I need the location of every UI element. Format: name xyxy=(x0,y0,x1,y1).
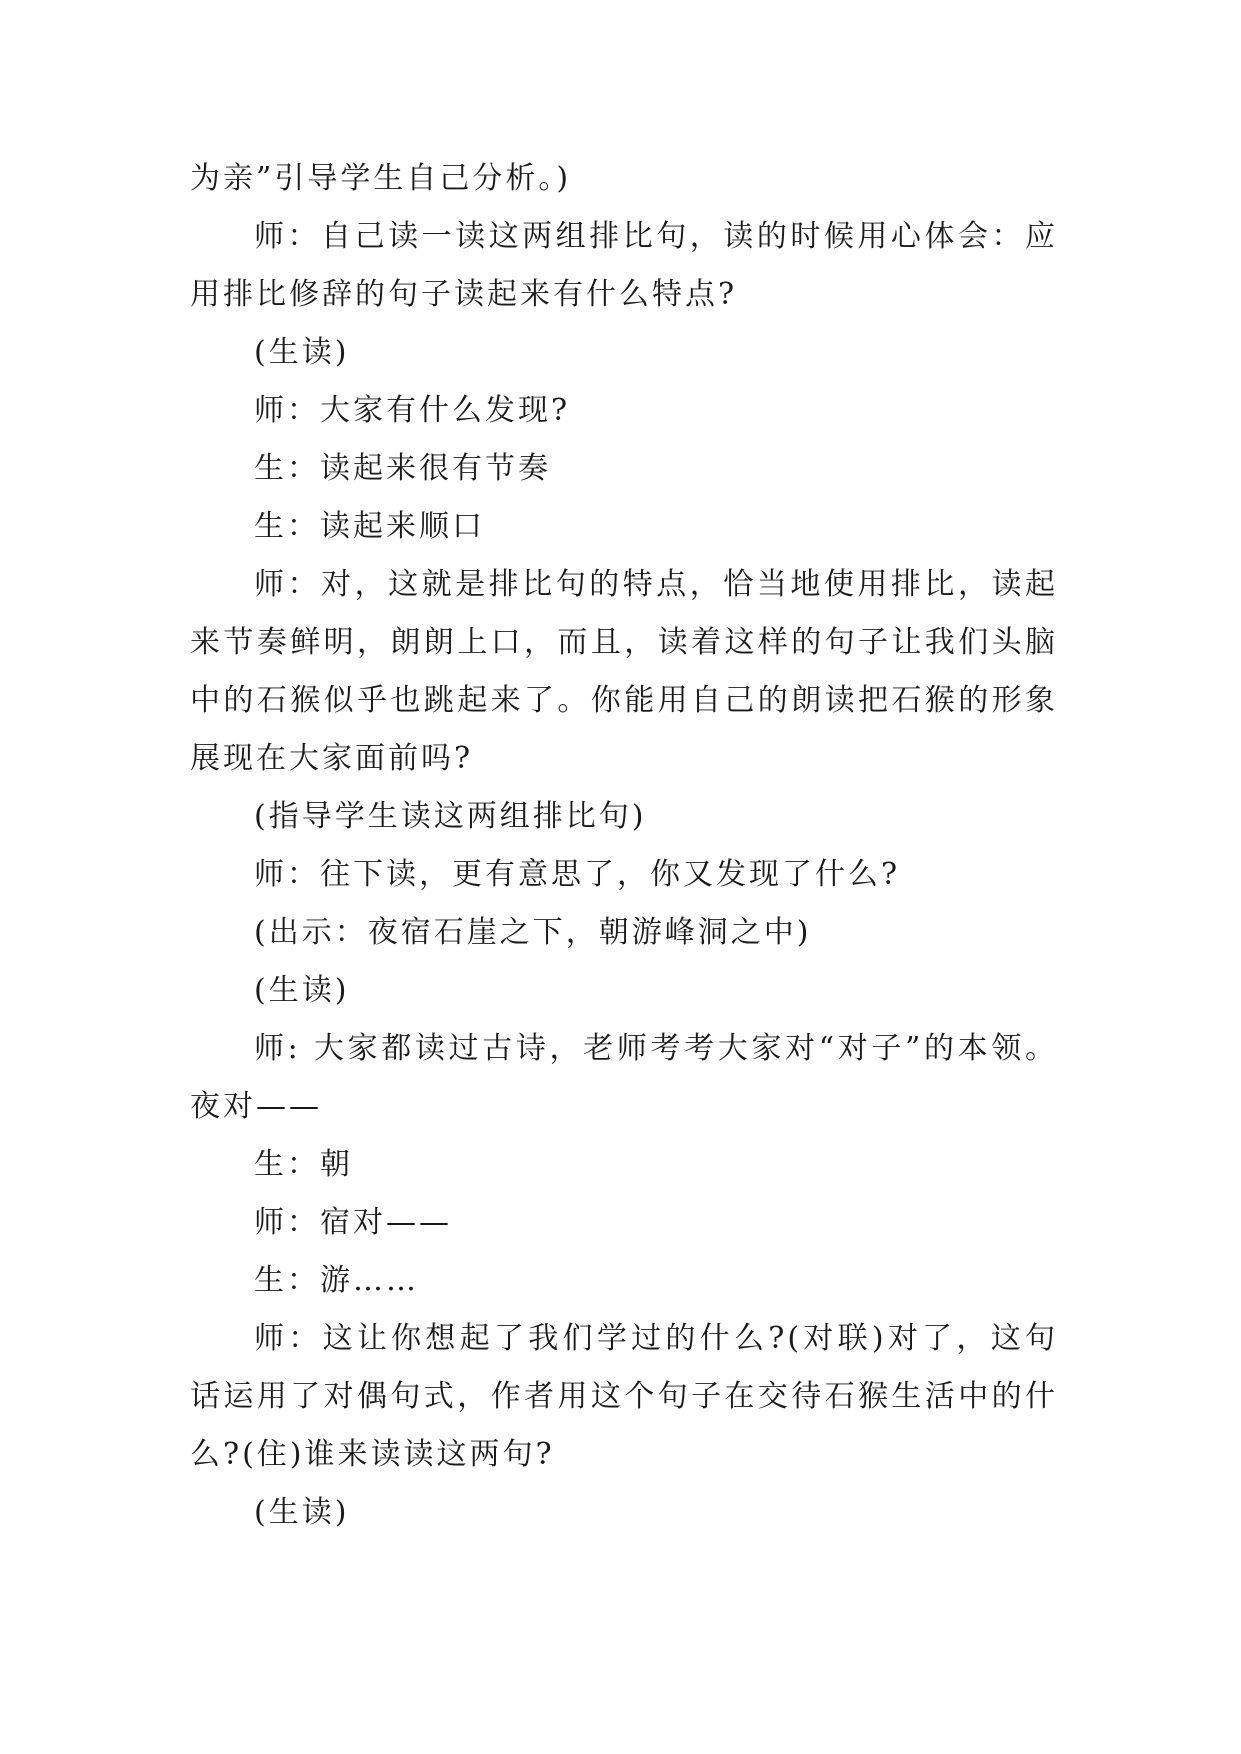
text-line: (指导学生读这两组排比句) xyxy=(254,799,647,834)
text-line: 师：大家有什么发现? xyxy=(254,393,571,428)
text-line: 师：宿对—— xyxy=(254,1205,452,1240)
text-line: 生：游…… xyxy=(254,1263,419,1298)
text-line: 么?(住)谁来读读这两句? xyxy=(190,1437,555,1472)
text-line: 师：往下读，更有意思了，你又发现了什么? xyxy=(254,857,901,892)
body-text xyxy=(190,150,1058,1542)
text-line: 来节奏鲜明，朗朗上口，而且，读着这样的句子让我们头脑 xyxy=(190,625,1058,660)
text-line: 生：朝 xyxy=(254,1147,353,1182)
text-line: 师：自己读一读这两组排比句，读的时候用心体会：应 xyxy=(254,219,1058,254)
text-line: (生读) xyxy=(254,335,350,370)
text-line: (出示：夜宿石崖之下，朝游峰洞之中) xyxy=(254,915,812,950)
text-line: 师：这让你想起了我们学过的什么?(对联)对了，这句 xyxy=(254,1321,1058,1356)
text-line: (生读) xyxy=(254,973,350,1008)
text-line: 师: 大家都读过古诗，老师考考大家对“对子”的本领。 xyxy=(254,1031,1058,1066)
text-line: 生：读起来很有节奏 xyxy=(254,451,551,486)
text-line: 师：对，这就是排比句的特点，恰当地使用排比，读起 xyxy=(254,567,1058,602)
text-line: (生读) xyxy=(254,1495,350,1530)
text-line: 中的石猴似乎也跳起来了。你能用自己的朗读把石猴的形象 xyxy=(190,683,1058,718)
text-line: 展现在大家面前吗? xyxy=(190,741,474,776)
text-line: 话运用了对偶句式，作者用这个句子在交待石猴生活中的什 xyxy=(190,1379,1058,1414)
text-line: 夜对—— xyxy=(190,1089,322,1124)
text-line: 用排比修辞的句子读起来有什么特点? xyxy=(190,277,738,312)
text-line: 生：读起来顺口 xyxy=(254,509,485,544)
text-line: 为亲”引导学生自己分析。) xyxy=(190,161,572,196)
